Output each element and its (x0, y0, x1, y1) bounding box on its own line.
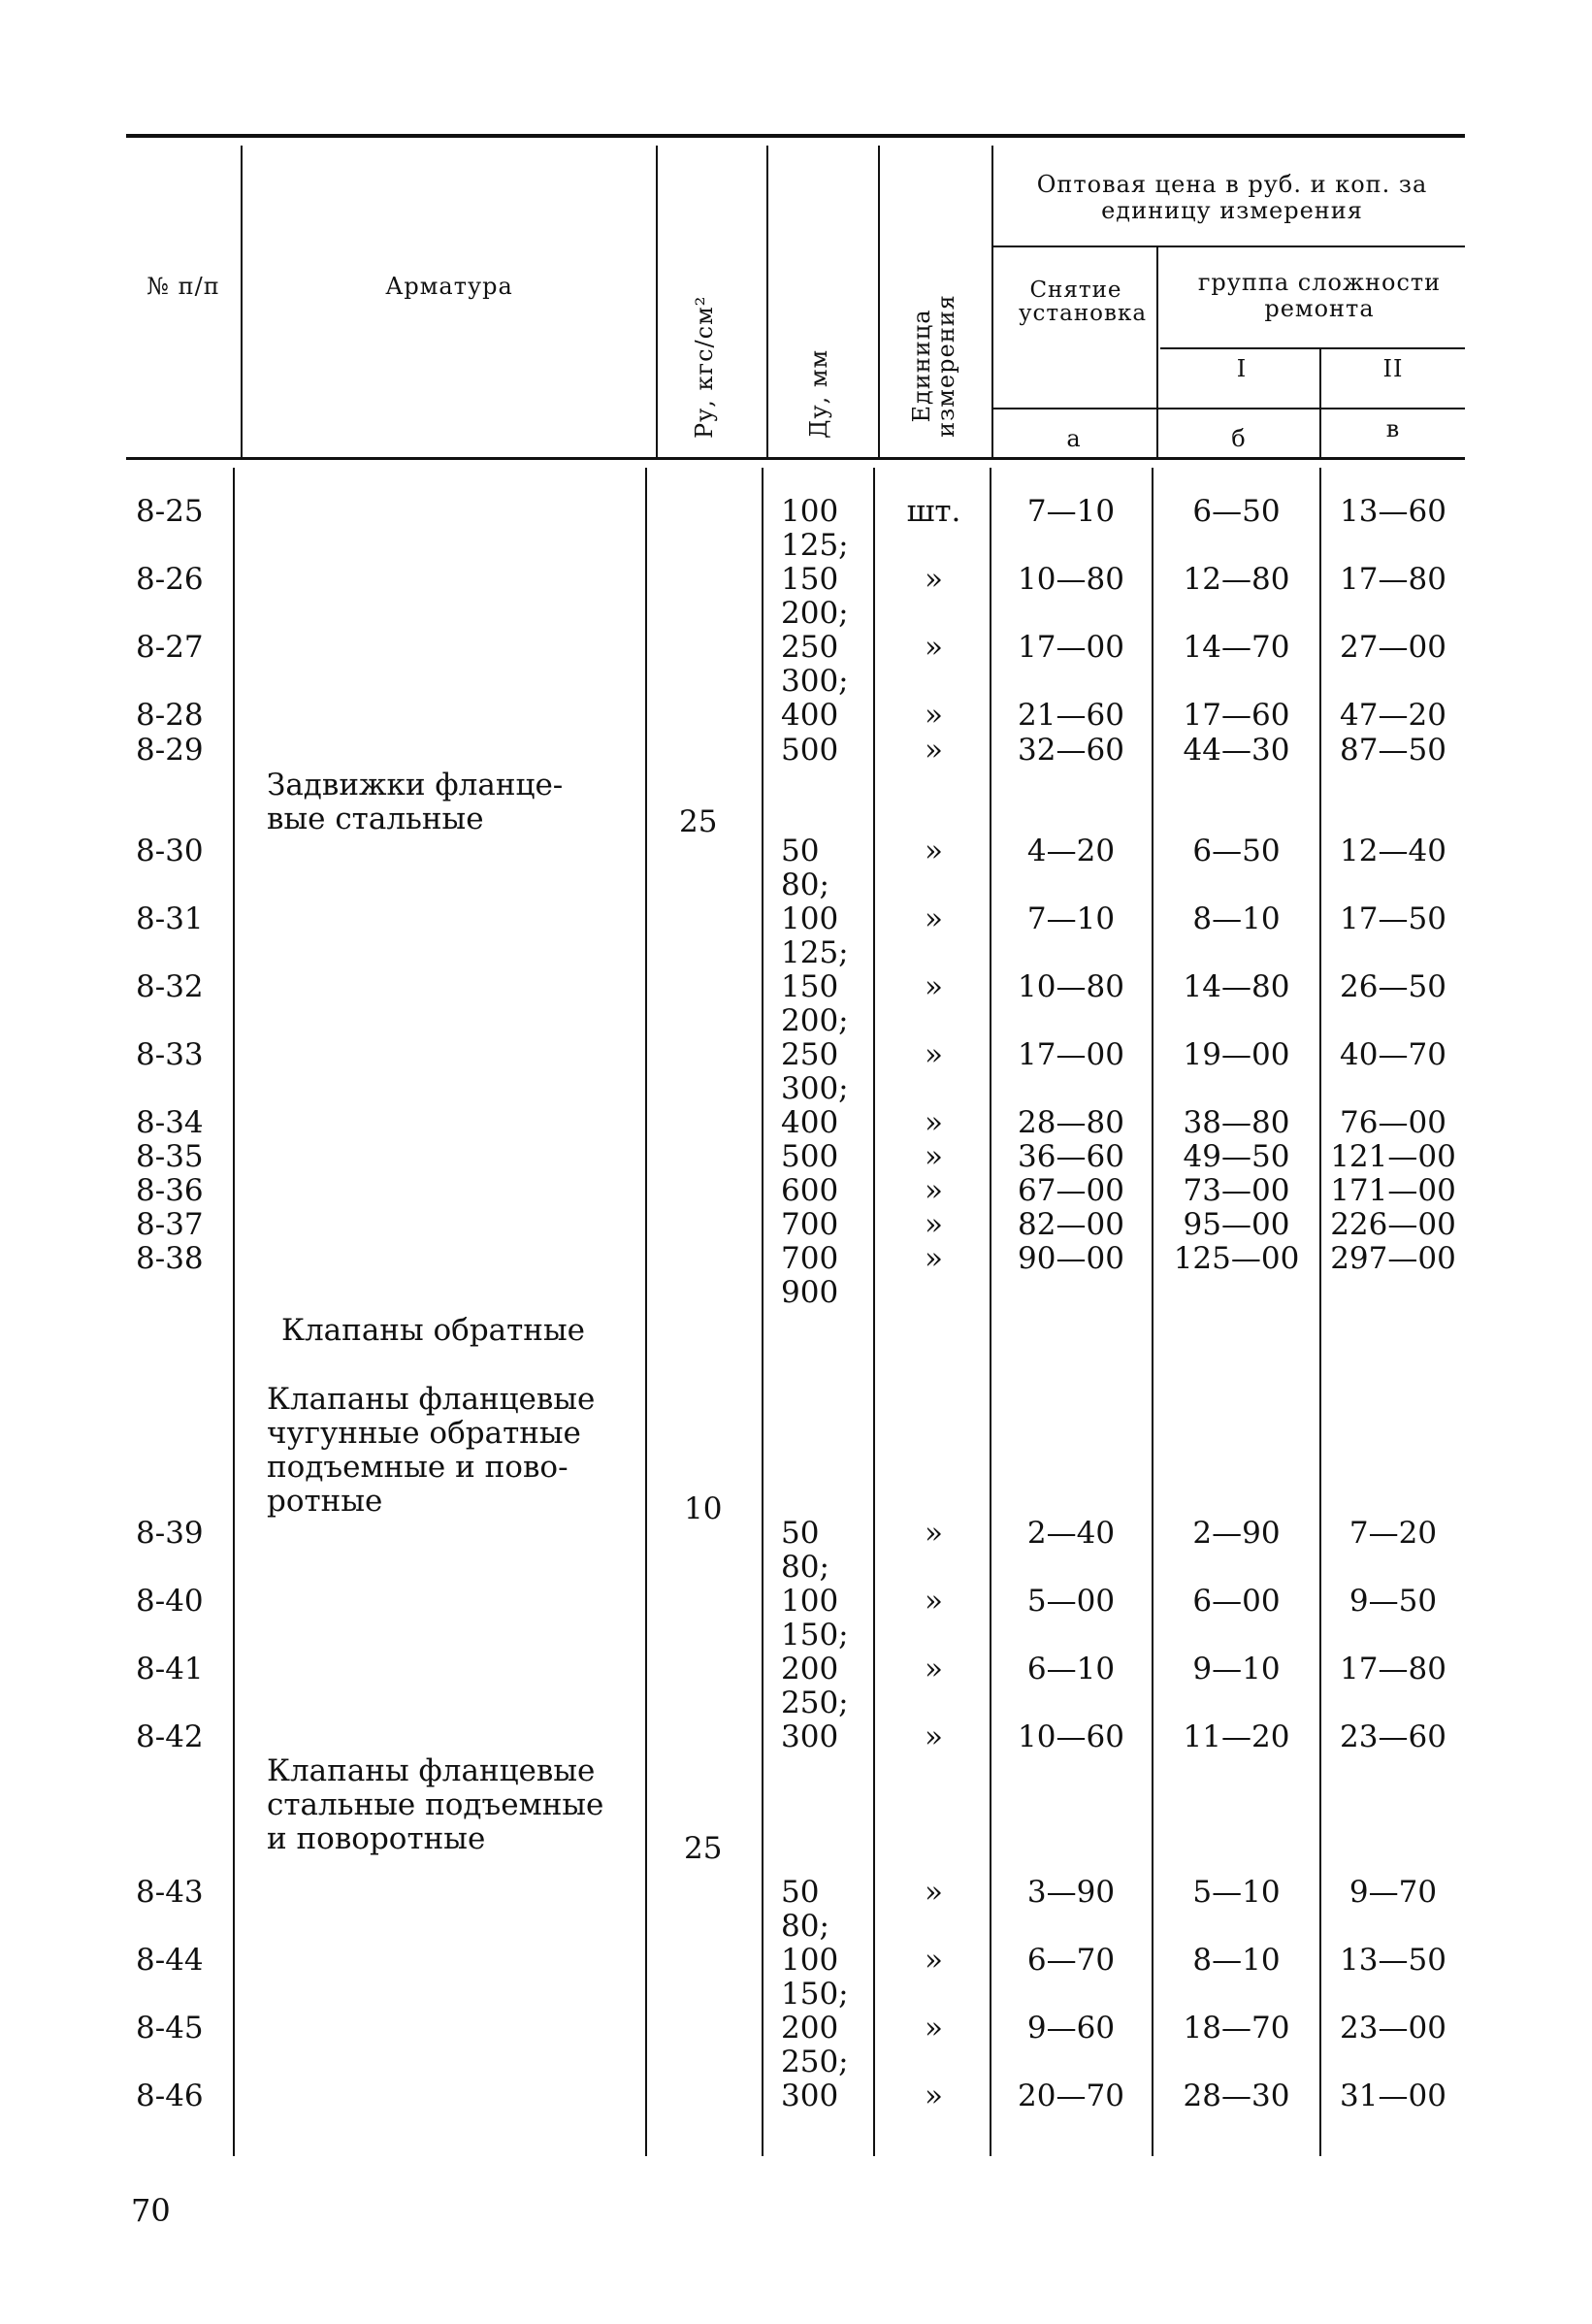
row-price-b: 18—70 (1183, 2011, 1290, 2046)
row-price-a: 17—00 (1018, 630, 1124, 665)
row-number: 8-34 (136, 1105, 204, 1140)
row-price-b: 28—30 (1183, 2079, 1290, 2113)
row-number: 8-39 (136, 1516, 204, 1551)
row-price-a: 28—80 (1018, 1105, 1124, 1140)
header-divider-3 (766, 146, 768, 458)
row-diameter: 150; (781, 1977, 849, 2012)
row-unit: » (925, 1139, 943, 1174)
price-group-rule (991, 245, 1465, 247)
row-unit: » (925, 2079, 943, 2113)
row-price-b: 73—00 (1183, 1173, 1290, 1208)
letters-rule (991, 408, 1465, 409)
section-line: и поворотные (267, 1821, 486, 1856)
row-price-v: 17—50 (1340, 901, 1446, 936)
row-number: 8-43 (136, 1875, 204, 1910)
row-diameter: 80; (781, 867, 829, 902)
row-diameter: 200 (781, 1652, 839, 1686)
row-diameter: 50 (781, 1516, 820, 1551)
row-price-a: 4—20 (1026, 834, 1116, 868)
row-diameter: 80; (781, 1909, 829, 1944)
row-price-v: 171—00 (1330, 1173, 1456, 1208)
row-price-a: 90—00 (1018, 1241, 1124, 1276)
row-price-a: 9—60 (1026, 2011, 1116, 2046)
row-price-a: 17—00 (1018, 1037, 1124, 1072)
header-group-ii: II (1382, 355, 1404, 382)
row-number: 8-36 (136, 1173, 204, 1208)
row-number: 8-41 (136, 1652, 204, 1686)
row-price-b: 6—50 (1192, 494, 1281, 529)
page-number: 70 (131, 2192, 171, 2229)
row-price-v: 76—00 (1340, 1105, 1446, 1140)
row-price-a: 21—60 (1018, 698, 1124, 733)
row-price-v: 297—00 (1330, 1241, 1456, 1276)
row-unit: » (925, 1173, 943, 1208)
section-line: ротные (267, 1484, 383, 1519)
header-complexity: группа сложности ремонта (1197, 269, 1442, 322)
row-price-v: 23—60 (1340, 1719, 1446, 1754)
row-diameter: 700 (781, 1241, 839, 1276)
row-unit: » (925, 562, 943, 597)
row-price-v: 17—80 (1340, 1652, 1446, 1686)
row-diameter: 300; (781, 1071, 849, 1106)
row-price-v: 17—80 (1340, 562, 1446, 597)
section-line: Клапаны обратные (281, 1313, 585, 1348)
row-price-a: 20—70 (1018, 2079, 1124, 2113)
row-number: 8-26 (136, 562, 204, 597)
body-divider-1 (233, 468, 235, 2156)
header-fitting: Арматура (385, 273, 513, 300)
header-letter-a: а (1066, 425, 1082, 452)
row-diameter: 400 (781, 698, 839, 733)
row-diameter: 80; (781, 1550, 829, 1585)
header-unit: Единица измерения (908, 294, 960, 438)
row-price-a: 2—40 (1026, 1516, 1116, 1551)
body-divider-2 (645, 468, 647, 2156)
row-diameter: 100 (781, 1943, 839, 1978)
header-price-group: Оптовая цена в руб. и коп. за единицу измерения (1036, 171, 1428, 224)
row-diameter: 250 (781, 630, 839, 665)
row-price-a: 82—00 (1018, 1207, 1124, 1242)
row-price-v: 226—00 (1330, 1207, 1456, 1242)
section-pressure: 10 (684, 1491, 723, 1526)
row-price-v: 31—00 (1340, 2079, 1446, 2113)
row-price-b: 14—80 (1183, 969, 1290, 1004)
row-number: 8-38 (136, 1241, 204, 1276)
row-number: 8-33 (136, 1037, 204, 1072)
header-bottom-rule (126, 457, 1465, 460)
row-price-b: 2—90 (1192, 1516, 1281, 1551)
header-divider-5 (991, 146, 993, 458)
row-price-a: 10—60 (1018, 1719, 1124, 1754)
row-price-v: 40—70 (1340, 1037, 1446, 1072)
row-price-b: 125—00 (1173, 1241, 1300, 1276)
row-price-v: 27—00 (1340, 630, 1446, 665)
row-unit: » (925, 1105, 943, 1140)
row-price-v: 7—20 (1348, 1516, 1438, 1551)
row-price-b: 11—20 (1183, 1719, 1290, 1754)
row-unit: » (925, 901, 943, 936)
row-price-a: 10—80 (1018, 562, 1124, 597)
row-number: 8-35 (136, 1139, 204, 1174)
row-price-b: 8—10 (1192, 1943, 1281, 1978)
row-price-a: 67—00 (1018, 1173, 1124, 1208)
section-label (267, 1383, 595, 1519)
row-unit: » (925, 698, 943, 733)
row-unit: » (925, 1943, 943, 1978)
row-diameter: 300 (781, 2079, 839, 2113)
row-price-b: 6—50 (1192, 834, 1281, 868)
section-line: подъемные и пово- (267, 1450, 569, 1485)
row-price-v: 9—50 (1348, 1584, 1438, 1619)
section-label (267, 769, 563, 836)
row-price-v: 23—00 (1340, 2011, 1446, 2046)
row-price-v: 47—20 (1340, 698, 1446, 733)
row-unit: » (925, 1719, 943, 1754)
row-unit: » (925, 1875, 943, 1910)
section-label (281, 1314, 585, 1348)
row-diameter: 500 (781, 1139, 839, 1174)
row-price-a: 10—80 (1018, 969, 1124, 1004)
row-diameter: 125; (781, 935, 849, 970)
row-diameter: 300; (781, 664, 849, 699)
row-price-b: 5—10 (1192, 1875, 1281, 1910)
row-price-v: 9—70 (1348, 1875, 1438, 1910)
section-line: вые стальные (267, 802, 484, 836)
row-price-a: 32—60 (1018, 733, 1124, 768)
row-unit: » (925, 630, 943, 665)
section-line: Клапаны фланцевые (267, 1753, 596, 1788)
row-price-a: 7—10 (1026, 494, 1116, 529)
row-price-b: 44—30 (1183, 733, 1290, 768)
row-diameter: 900 (781, 1275, 839, 1310)
row-diameter: 150; (781, 1618, 849, 1653)
row-diameter: 150 (781, 562, 839, 597)
row-price-b: 12—80 (1183, 562, 1290, 597)
row-price-b: 95—00 (1183, 1207, 1290, 1242)
row-unit: » (925, 1037, 943, 1072)
row-price-b: 49—50 (1183, 1139, 1290, 1174)
header-num: № п/п (146, 273, 220, 300)
row-diameter: 700 (781, 1207, 839, 1242)
row-price-v: 26—50 (1340, 969, 1446, 1004)
row-diameter: 150 (781, 969, 839, 1004)
row-number: 8-37 (136, 1207, 204, 1242)
row-unit: » (925, 834, 943, 868)
complexity-rule (1160, 347, 1465, 349)
row-price-v: 13—60 (1340, 494, 1446, 529)
row-price-a: 3—90 (1026, 1875, 1116, 1910)
row-diameter: 50 (781, 834, 820, 868)
row-number: 8-31 (136, 901, 204, 936)
row-number: 8-27 (136, 630, 204, 665)
row-diameter: 200; (781, 1003, 849, 1038)
row-number: 8-29 (136, 733, 204, 768)
row-number: 8-44 (136, 1943, 204, 1978)
row-price-b: 17—60 (1183, 698, 1290, 733)
header-diameter: Ду, мм (805, 348, 832, 439)
row-unit: » (925, 1652, 943, 1686)
row-number: 8-46 (136, 2079, 204, 2113)
row-diameter: 50 (781, 1875, 820, 1910)
row-number: 8-42 (136, 1719, 204, 1754)
body-divider-6 (1152, 468, 1153, 2156)
section-label (267, 1754, 603, 1856)
row-diameter: 200 (781, 2011, 839, 2046)
row-unit: » (925, 1516, 943, 1551)
row-unit: шт. (906, 494, 961, 529)
header-group-i: I (1236, 355, 1248, 382)
header-pressure: Pу, кгс/см² (691, 295, 718, 439)
row-diameter: 250; (781, 2045, 849, 2079)
row-number: 8-40 (136, 1584, 204, 1619)
header-letter-v: в (1385, 415, 1401, 442)
row-price-b: 8—10 (1192, 901, 1281, 936)
row-unit: » (925, 969, 943, 1004)
top-rule (126, 134, 1465, 138)
row-price-a: 36—60 (1018, 1139, 1124, 1174)
row-unit: » (925, 1584, 943, 1619)
row-price-b: 14—70 (1183, 630, 1290, 665)
section-pressure: 25 (679, 804, 718, 839)
row-diameter: 100 (781, 494, 839, 529)
row-diameter: 100 (781, 901, 839, 936)
header-divider-1 (241, 146, 243, 458)
row-diameter: 100 (781, 1584, 839, 1619)
body-divider-3 (762, 468, 764, 2156)
row-diameter: 300 (781, 1719, 839, 1754)
section-line: Задвижки фланце- (267, 768, 564, 802)
row-unit: » (925, 1207, 943, 1242)
row-price-a: 5—00 (1026, 1584, 1116, 1619)
row-number: 8-30 (136, 834, 204, 868)
header-divider-2 (656, 146, 658, 458)
header-divider-4 (878, 146, 880, 458)
section-pressure: 25 (684, 1831, 723, 1866)
row-unit: » (925, 2011, 943, 2046)
row-number: 8-45 (136, 2011, 204, 2046)
row-price-b: 19—00 (1183, 1037, 1290, 1072)
row-price-b: 38—80 (1183, 1105, 1290, 1140)
row-number: 8-32 (136, 969, 204, 1004)
body-divider-5 (990, 468, 991, 2156)
row-price-v: 13—50 (1340, 1943, 1446, 1978)
header-letter-b: б (1231, 425, 1247, 452)
row-diameter: 250 (781, 1037, 839, 1072)
row-unit: » (925, 733, 943, 768)
header-install: Снятие установка (1019, 278, 1148, 326)
row-price-a: 6—10 (1026, 1652, 1116, 1686)
row-price-b: 9—10 (1192, 1652, 1281, 1686)
row-diameter: 200; (781, 596, 849, 631)
row-price-b: 6—00 (1192, 1584, 1281, 1619)
row-price-a: 7—10 (1026, 901, 1116, 936)
row-diameter: 600 (781, 1173, 839, 1208)
section-line: стальные подъемные (267, 1787, 604, 1822)
row-price-v: 121—00 (1330, 1139, 1456, 1174)
row-diameter: 125; (781, 528, 849, 563)
row-price-a: 6—70 (1026, 1943, 1116, 1978)
section-line: Клапаны фланцевые (267, 1382, 596, 1417)
row-number: 8-25 (136, 494, 204, 529)
body-divider-4 (873, 468, 875, 2156)
row-unit: » (925, 1241, 943, 1276)
row-price-v: 87—50 (1340, 733, 1446, 768)
row-number: 8-28 (136, 698, 204, 733)
row-diameter: 500 (781, 733, 839, 768)
section-line: чугунные обратные (267, 1416, 581, 1451)
row-diameter: 250; (781, 1686, 849, 1720)
row-price-v: 12—40 (1340, 834, 1446, 868)
row-diameter: 400 (781, 1105, 839, 1140)
